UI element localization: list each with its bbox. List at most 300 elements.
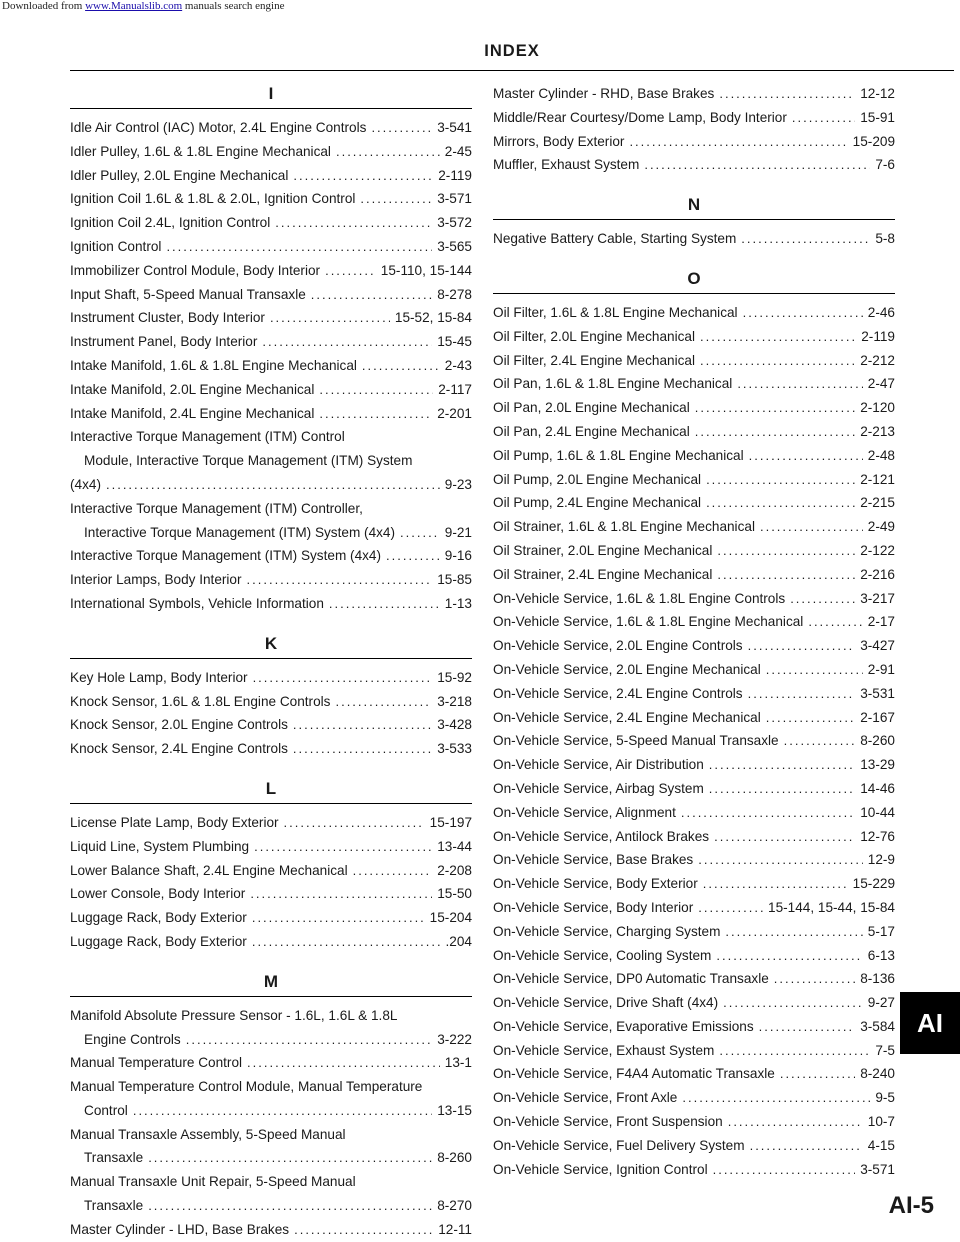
entry-page-ref: 2-117 (438, 381, 472, 397)
entry-text: Oil Pump, 2.4L Engine Mechanical (493, 495, 702, 511)
dot-leader (250, 882, 432, 906)
dot-leader (275, 211, 432, 235)
entry-page-ref: 9-5 (875, 1090, 895, 1106)
entry-page-ref: 13-44 (437, 838, 472, 854)
index-entry (493, 1110, 895, 1134)
index-entry (70, 402, 472, 426)
dot-leader (252, 930, 441, 954)
entry-page-ref: 15-204 (429, 910, 472, 926)
index-entry (493, 777, 895, 801)
index-entry (70, 425, 472, 496)
dot-leader (644, 153, 870, 177)
entry-continuation (70, 521, 472, 545)
entry-page-ref: 2-91 (867, 661, 895, 677)
dot-leader (186, 1028, 432, 1052)
entry-page-ref: 2-45 (444, 143, 472, 159)
entry-text: Input Shaft, 5-Speed Manual Transaxle (70, 286, 306, 302)
entry-text: Knock Sensor, 2.0L Engine Controls (70, 717, 288, 733)
dot-leader (695, 396, 855, 420)
entry-page-ref: 6-13 (867, 947, 895, 963)
dot-leader (253, 666, 433, 690)
entry-page-ref: 3-428 (437, 717, 472, 733)
entry-continuation (70, 1146, 472, 1170)
index-entry (70, 211, 472, 235)
entry-page-ref: 8-270 (437, 1198, 472, 1214)
dot-leader (728, 1110, 863, 1134)
entry-text: Immobilizer Control Module, Body Interior (70, 262, 321, 278)
dot-leader (750, 1134, 863, 1158)
entry-text: On-Vehicle Service, 1.6L & 1.8L Engine Controls (493, 590, 786, 606)
banner-suffix: manuals search engine (182, 0, 285, 12)
entry-page-ref: 13-29 (860, 757, 895, 773)
entry-text: Mirrors, Body Exterior (493, 133, 625, 149)
section-letter: O (493, 267, 895, 294)
dot-leader (808, 610, 862, 634)
entry-page-ref: 2-216 (860, 566, 895, 582)
index-entry (70, 859, 472, 883)
dot-leader (371, 116, 432, 140)
entry-page-ref: 15-50 (437, 886, 472, 902)
entry-page-ref: 3-584 (860, 1018, 895, 1034)
entry-text: Muffler, Exhaust System (493, 157, 640, 173)
entry-page-ref: 2-49 (867, 519, 895, 535)
index-entry (493, 301, 895, 325)
entry-page-ref: 15-91 (860, 109, 895, 125)
entry-page-ref: 8-260 (437, 1150, 472, 1166)
entry-text: On-Vehicle Service, 1.6L & 1.8L Engine Mechanical (493, 614, 804, 630)
entry-page-ref: 3-571 (437, 191, 472, 207)
entry-page-ref: 3-222 (437, 1031, 472, 1047)
index-entry (493, 515, 895, 539)
entry-text: Intake Manifold, 1.6L & 1.8L Engine Mechanical (70, 357, 357, 373)
entry-page-ref: 2-120 (860, 400, 895, 416)
entry-text: On-Vehicle Service, 2.4L Engine Mechanical (493, 709, 761, 725)
index-entry (70, 737, 472, 761)
dot-leader (749, 444, 863, 468)
dot-leader (360, 187, 432, 211)
entry-page-ref: 10-44 (860, 804, 895, 820)
index-entry (70, 140, 472, 164)
index-entry (70, 378, 472, 402)
index-entry (70, 1004, 472, 1052)
section-letter: N (493, 193, 895, 220)
entry-text: On-Vehicle Service, Air Distribution (493, 757, 704, 773)
index-entry (493, 396, 895, 420)
dot-leader (714, 825, 855, 849)
dot-leader (792, 106, 855, 130)
entry-text: Knock Sensor, 2.4L Engine Controls (70, 741, 288, 757)
index-entry (493, 325, 895, 349)
index-entry (493, 801, 895, 825)
dot-leader (148, 1146, 432, 1170)
index-entry (493, 349, 895, 373)
entry-text-line1: Manual Transaxle Unit Repair, 5-Speed Manual (70, 1174, 356, 1190)
dot-leader (760, 515, 863, 539)
entry-text: Oil Filter, 2.0L Engine Mechanical (493, 328, 695, 344)
entry-page-ref: 2-212 (860, 352, 895, 368)
index-entry (70, 544, 472, 568)
entry-text: On-Vehicle Service, Front Axle (493, 1090, 678, 1106)
entry-text: On-Vehicle Service, Charging System (493, 923, 721, 939)
entry-continuation (70, 473, 472, 497)
entry-text: Instrument Cluster, Body Interior (70, 310, 265, 326)
entry-text: Master Cylinder - LHD, Base Brakes (70, 1221, 290, 1237)
entry-text-line1: Interactive Torque Management (ITM) Controller, (70, 500, 363, 516)
entry-text: Middle/Rear Courtesy/Dome Lamp, Body Interior (493, 109, 787, 125)
dot-leader (262, 330, 432, 354)
entry-page-ref: 8-260 (860, 733, 895, 749)
entry-page-ref: 2-48 (867, 447, 895, 463)
index-entry (493, 1015, 895, 1039)
index-entry (493, 896, 895, 920)
dot-leader (737, 372, 862, 396)
entry-text: Interactive Torque Management (ITM) System (4x4) (84, 524, 396, 540)
dot-leader (681, 801, 855, 825)
dot-leader (716, 944, 862, 968)
dot-leader (254, 835, 432, 859)
dot-leader (743, 301, 863, 325)
entry-text: On-Vehicle Service, 2.0L Engine Mechanical (493, 661, 761, 677)
dot-leader (400, 521, 440, 545)
index-entry (493, 967, 895, 991)
dot-leader (629, 130, 847, 154)
page-header (70, 40, 954, 71)
index-entry (493, 420, 895, 444)
index-entry (493, 587, 895, 611)
dot-leader (682, 1086, 870, 1110)
entry-page-ref: 5-8 (875, 231, 895, 247)
index-entry (70, 906, 472, 930)
entry-text: On-Vehicle Service, Front Suspension (493, 1114, 723, 1130)
dot-leader (319, 402, 432, 426)
download-banner (2, 0, 284, 13)
entry-text: Oil Filter, 2.4L Engine Mechanical (493, 352, 695, 368)
index-entry (70, 882, 472, 906)
entry-page-ref: 15-85 (437, 572, 472, 588)
dot-leader (284, 811, 425, 835)
index-entry (493, 106, 895, 130)
entry-text: Transaxle (84, 1198, 144, 1214)
index-entry (70, 306, 472, 330)
index-entry (493, 563, 895, 587)
entry-text: Oil Pan, 2.0L Engine Mechanical (493, 400, 690, 416)
entry-page-ref: 2-46 (867, 304, 895, 320)
index-entry (493, 991, 895, 1015)
entry-text: On-Vehicle Service, DP0 Automatic Transaxle (493, 971, 769, 987)
index-entry (70, 1218, 472, 1242)
index-entry (493, 872, 895, 896)
index-entry (70, 330, 472, 354)
index-column-left (70, 82, 472, 1242)
entry-page-ref: 2-167 (860, 709, 895, 725)
entry-page-ref: 9-16 (444, 548, 472, 564)
entry-text: On-Vehicle Service, 2.0L Engine Controls (493, 638, 743, 654)
dot-leader (748, 682, 856, 706)
entry-text: International Symbols, Vehicle Information (70, 595, 324, 611)
entry-text: Luggage Rack, Body Exterior (70, 933, 247, 949)
entry-text: On-Vehicle Service, Antilock Brakes (493, 828, 710, 844)
index-entry (493, 539, 895, 563)
entry-text: Ignition Coil 1.6L & 1.8L & 2.0L, Ignition Control (70, 191, 356, 207)
entry-text-line1: Manual Temperature Control Module, Manual Temperature (70, 1079, 423, 1095)
entry-text: On-Vehicle Service, Fuel Delivery System (493, 1137, 745, 1153)
entry-page-ref: 8-240 (860, 1066, 895, 1082)
manualslib-link[interactable]: www.Manualslib.com (85, 0, 183, 12)
entry-text: Negative Battery Cable, Starting System (493, 231, 737, 247)
dot-leader (293, 164, 433, 188)
entry-text: (4x4) (70, 476, 101, 492)
entry-page-ref: 2-119 (438, 167, 472, 183)
dot-leader (784, 729, 856, 753)
entry-page-ref: 7-6 (875, 157, 895, 173)
dot-leader (706, 491, 855, 515)
dot-leader (766, 706, 855, 730)
section-tab: AI (900, 992, 960, 1054)
entry-text: Knock Sensor, 1.6L & 1.8L Engine Controls (70, 693, 331, 709)
entry-page-ref: 15-209 (852, 133, 895, 149)
entry-page-ref: 15-45 (437, 334, 472, 350)
index-entry (70, 666, 472, 690)
entry-page-ref: 2-213 (860, 423, 895, 439)
entry-page-ref: 15-197 (429, 814, 472, 830)
entry-text: On-Vehicle Service, Evaporative Emissions (493, 1018, 754, 1034)
entry-page-ref: 15-110, 15-144 (380, 262, 472, 278)
index-entry (493, 130, 895, 154)
entry-page-ref: 8-278 (437, 286, 472, 302)
entry-page-ref: 15-52, 15-84 (394, 310, 472, 326)
dot-leader (741, 227, 870, 251)
section-letter: L (70, 777, 472, 804)
dot-leader (703, 872, 848, 896)
section-letter: K (70, 632, 472, 659)
dot-leader (780, 1062, 855, 1086)
entry-text: Idle Air Control (IAC) Motor, 2.4L Engine Controls (70, 120, 367, 135)
index-entry (493, 944, 895, 968)
entry-text: Instrument Panel, Body Interior (70, 334, 258, 350)
entry-text: Oil Strainer, 2.0L Engine Mechanical (493, 542, 713, 558)
entry-text-line2: Module, Interactive Torque Management (ITM) System (84, 453, 413, 469)
dot-leader (790, 587, 855, 611)
index-entry (493, 825, 895, 849)
index-entry (493, 1086, 895, 1110)
entry-page-ref: 9-27 (867, 995, 895, 1011)
entry-page-ref: 2-215 (860, 495, 895, 511)
page-title: INDEX (484, 42, 540, 60)
entry-page-ref: 10-7 (867, 1114, 895, 1130)
entry-text: Manual Temperature Control (70, 1055, 243, 1071)
entry-continuation (70, 1194, 472, 1218)
entry-page-ref: 3-218 (437, 693, 472, 709)
entry-text: Liquid Line, System Plumbing (70, 838, 250, 854)
entry-page-ref: 13-1 (444, 1055, 472, 1071)
index-entry (70, 1051, 472, 1075)
section-letter: M (70, 970, 472, 997)
dot-leader (700, 349, 855, 373)
index-entry (70, 259, 472, 283)
index-entry (70, 811, 472, 835)
dot-leader (709, 777, 855, 801)
dot-leader (748, 634, 856, 658)
entry-text: Intake Manifold, 2.4L Engine Mechanical (70, 405, 315, 421)
entry-page-ref: 2-122 (860, 542, 895, 558)
entry-text: On-Vehicle Service, 5-Speed Manual Transaxle (493, 733, 779, 749)
entry-text-line1: Manual Transaxle Assembly, 5-Speed Manual (70, 1126, 346, 1142)
entry-text: Ignition Coil 2.4L, Ignition Control (70, 215, 271, 231)
entry-text: Oil Strainer, 2.4L Engine Mechanical (493, 566, 713, 582)
index-entry (70, 283, 472, 307)
dot-leader (294, 1218, 433, 1242)
entry-text: On-Vehicle Service, Airbag System (493, 780, 704, 796)
entry-text: Oil Strainer, 1.6L & 1.8L Engine Mechanical (493, 519, 755, 535)
dot-leader (325, 259, 376, 283)
dot-leader (353, 859, 433, 883)
entry-text: Transaxle (84, 1150, 144, 1166)
dot-leader (166, 235, 432, 259)
entry-page-ref: .204 (445, 933, 472, 949)
entry-page-ref: 9-21 (444, 524, 472, 540)
index-entry (70, 235, 472, 259)
index-entry (493, 610, 895, 634)
entry-page-ref: 12-11 (438, 1221, 472, 1237)
index-entry (70, 116, 472, 140)
dot-leader (713, 1158, 856, 1182)
dot-leader (247, 568, 433, 592)
dot-leader (293, 737, 432, 761)
index-entry (70, 164, 472, 188)
index-entry (70, 1075, 472, 1123)
entry-text: Engine Controls (84, 1031, 181, 1047)
index-entry (493, 634, 895, 658)
dot-leader (311, 283, 432, 307)
index-entry (493, 658, 895, 682)
entry-text: Oil Pan, 2.4L Engine Mechanical (493, 423, 690, 439)
index-entry (493, 1134, 895, 1158)
dot-leader (270, 306, 390, 330)
entry-text: Key Hole Lamp, Body Interior (70, 669, 248, 685)
entry-text: Master Cylinder - RHD, Base Brakes (493, 86, 715, 101)
index-entry (70, 713, 472, 737)
entry-page-ref: 7-5 (875, 1042, 895, 1058)
entry-page-ref: 15-229 (852, 876, 895, 892)
entry-text: On-Vehicle Service, Ignition Control (493, 1161, 708, 1177)
entry-page-ref: 3-217 (860, 590, 895, 606)
index-entry (70, 690, 472, 714)
index-entry (493, 920, 895, 944)
entry-page-ref: 3-427 (860, 638, 895, 654)
entry-page-ref: 3-565 (437, 238, 472, 254)
index-entry (493, 706, 895, 730)
index-entry (493, 729, 895, 753)
index-entry (493, 1062, 895, 1086)
entry-text: On-Vehicle Service, F4A4 Automatic Transaxle (493, 1066, 775, 1082)
index-entry (493, 227, 895, 251)
dot-leader (695, 420, 855, 444)
entry-page-ref: 2-121 (860, 471, 895, 487)
index-entry (493, 444, 895, 468)
banner-prefix: Downloaded from (2, 0, 86, 12)
dot-leader (698, 896, 763, 920)
dot-leader (766, 658, 863, 682)
index-entry (493, 1158, 895, 1182)
entry-page-ref: 3-533 (437, 741, 472, 757)
entry-page-ref: 2-47 (867, 376, 895, 392)
index-entry (70, 187, 472, 211)
entry-text: On-Vehicle Service, 2.4L Engine Controls (493, 685, 743, 701)
entry-page-ref: 14-46 (860, 780, 895, 796)
entry-page-ref: 15-92 (437, 669, 472, 685)
index-entry (70, 568, 472, 592)
index-entry (70, 835, 472, 859)
index-column-right (493, 82, 895, 1181)
dot-leader (247, 1051, 440, 1075)
index-entry (70, 497, 472, 545)
index-entry (493, 753, 895, 777)
entry-text: On-Vehicle Service, Base Brakes (493, 852, 694, 868)
entry-text: Oil Pan, 1.6L & 1.8L Engine Mechanical (493, 376, 733, 392)
entry-text: On-Vehicle Service, Body Exterior (493, 876, 698, 892)
dot-leader (335, 690, 432, 714)
dot-leader (717, 539, 855, 563)
entry-text: Interior Lamps, Body Interior (70, 572, 242, 588)
entry-continuation (70, 1099, 472, 1123)
entry-page-ref: 3-572 (437, 215, 472, 231)
entry-text-line1: Interactive Torque Management (ITM) Control (70, 429, 345, 445)
index-entry (493, 372, 895, 396)
dot-leader (148, 1194, 432, 1218)
dot-leader (319, 378, 433, 402)
entry-text: Luggage Rack, Body Exterior (70, 910, 247, 926)
dot-leader (293, 713, 432, 737)
index-entry (70, 1123, 472, 1171)
entry-page-ref: 1-13 (444, 595, 472, 611)
entry-page-ref: 13-15 (437, 1102, 472, 1118)
entry-page-ref: 2-43 (444, 357, 472, 373)
entry-text: Idler Pulley, 2.0L Engine Mechanical (70, 167, 289, 183)
entry-page-ref: 2-17 (867, 614, 895, 630)
entry-page-ref: 5-17 (867, 923, 895, 939)
index-entry (70, 592, 472, 616)
dot-leader (759, 1015, 856, 1039)
entry-text: On-Vehicle Service, Cooling System (493, 947, 712, 963)
entry-page-ref: 8-136 (860, 971, 895, 987)
entry-page-ref: 9-23 (444, 476, 472, 492)
entry-text-line1: Manifold Absolute Pressure Sensor - 1.6L, 1.6L & 1.8L (70, 1007, 398, 1023)
index-entry (70, 354, 472, 378)
index-entry (493, 153, 895, 177)
entry-text: On-Vehicle Service, Exhaust System (493, 1042, 715, 1058)
dot-leader (709, 753, 855, 777)
dot-leader (725, 920, 862, 944)
index-entry (70, 1170, 472, 1218)
entry-text: Oil Pump, 2.0L Engine Mechanical (493, 471, 702, 487)
entry-page-ref: 2-201 (437, 405, 472, 421)
entry-page-ref: 2-119 (861, 328, 895, 344)
entry-page-ref: 3-541 (437, 120, 472, 135)
entry-text: Control (84, 1102, 128, 1118)
dot-leader (719, 1039, 870, 1063)
dot-leader (252, 906, 425, 930)
entry-text: Idler Pulley, 1.6L & 1.8L Engine Mechanical (70, 143, 331, 159)
entry-page-ref: 4-15 (867, 1137, 895, 1153)
entry-page-ref: 3-531 (860, 685, 895, 701)
dot-leader (700, 325, 856, 349)
dot-leader (386, 544, 440, 568)
entry-continuation (70, 1028, 472, 1052)
index-entry (493, 1039, 895, 1063)
entry-text: On-Vehicle Service, Drive Shaft (4x4) (493, 995, 719, 1011)
dot-leader (362, 354, 440, 378)
entry-page-ref: 2-208 (437, 862, 472, 878)
